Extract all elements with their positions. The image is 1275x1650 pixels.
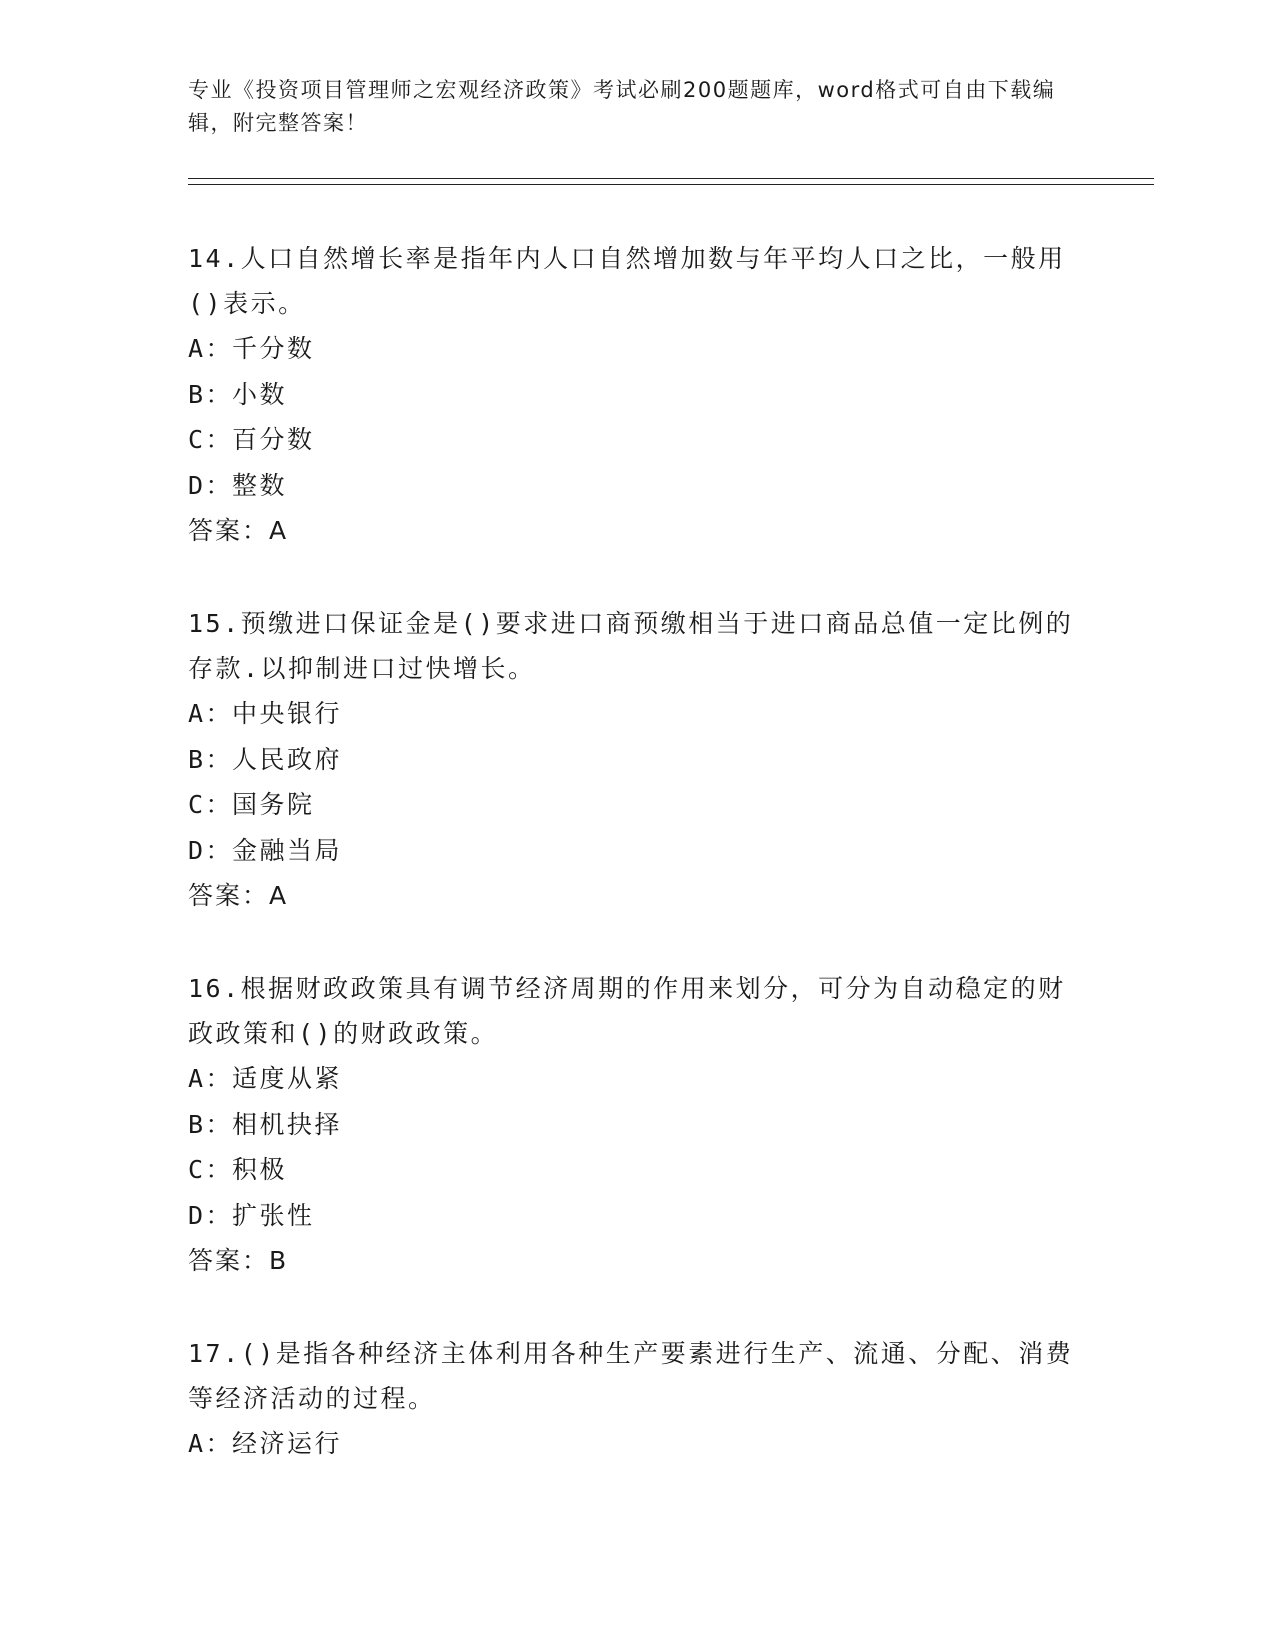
question-14 xyxy=(188,236,1088,553)
answer-line: 答案：A xyxy=(188,516,289,545)
option-text: 人民政府 xyxy=(232,744,343,774)
option-a xyxy=(188,1056,1088,1102)
option-d xyxy=(188,1193,1088,1239)
option-key: C： xyxy=(188,1155,234,1184)
option-text: 金融当局 xyxy=(232,835,343,865)
option-key: C： xyxy=(188,790,234,819)
option-c xyxy=(188,417,1088,463)
question-17 xyxy=(188,1331,1088,1467)
option-key: C： xyxy=(188,425,234,454)
option-a xyxy=(188,691,1088,737)
option-text: 小数 xyxy=(232,379,288,409)
answer-line: 答案：A xyxy=(188,881,289,910)
option-text: 百分数 xyxy=(232,425,315,454)
option-text: 中央银行 xyxy=(232,699,343,728)
option-text: 相机抉择 xyxy=(232,1109,343,1139)
option-d xyxy=(188,828,1088,874)
option-key: A： xyxy=(188,334,234,363)
option-text: 经济运行 xyxy=(232,1429,343,1458)
question-16 xyxy=(188,966,1088,1283)
answer-line: 答案：B xyxy=(188,1246,289,1275)
option-a xyxy=(188,1421,1088,1467)
option-text: 扩张性 xyxy=(232,1200,315,1230)
option-text: 国务院 xyxy=(232,790,315,819)
question-stem: 16.根据财政政策具有调节经济周期的作用来划分，可分为自动稳定的财政政策和()的财政政策。 xyxy=(188,974,1066,1048)
question-15 xyxy=(188,601,1088,918)
option-c xyxy=(188,1147,1088,1193)
option-a xyxy=(188,326,1088,372)
option-text: 适度从紧 xyxy=(232,1064,343,1093)
question-stem: 15.预缴进口保证金是()要求进口商预缴相当于进口商品总值一定比例的存款.以抑制进口过快增长。 xyxy=(188,609,1074,683)
header-divider-top xyxy=(188,178,1154,179)
option-key: A： xyxy=(188,1064,234,1093)
option-b xyxy=(188,737,1088,783)
option-key: D： xyxy=(188,835,234,865)
question-stem: 14.人口自然增长率是指年内人口自然增加数与年平均人口之比，一般用()表示。 xyxy=(188,244,1066,318)
option-key: D： xyxy=(188,1200,234,1230)
option-text: 整数 xyxy=(232,470,288,500)
document-header: 专业《投资项目管理师之宏观经济政策》考试必刷200题题库，word格式可自由下载编辑，附完整答案！ xyxy=(188,78,1056,135)
option-key: B： xyxy=(188,744,234,774)
option-b xyxy=(188,372,1088,418)
question-stem: 17.()是指各种经济主体利用各种生产要素进行生产、流通、分配、消费等经济活动的过程。 xyxy=(188,1339,1074,1413)
option-b xyxy=(188,1102,1088,1148)
option-key: B： xyxy=(188,379,234,409)
option-key: B： xyxy=(188,1109,234,1139)
option-c xyxy=(188,782,1088,828)
option-d xyxy=(188,463,1088,509)
option-key: A： xyxy=(188,699,234,728)
header-divider-bottom xyxy=(188,184,1154,185)
option-key: A： xyxy=(188,1429,234,1458)
option-text: 积极 xyxy=(232,1155,288,1184)
option-text: 千分数 xyxy=(232,334,315,363)
option-key: D： xyxy=(188,470,234,500)
